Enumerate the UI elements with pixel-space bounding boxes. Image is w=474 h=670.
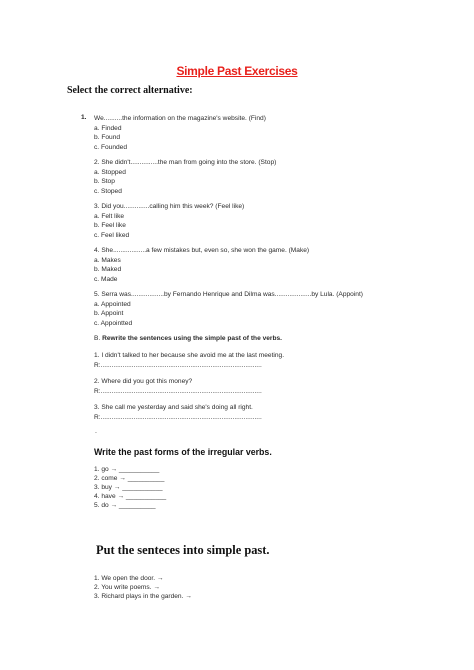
verb-item-have: 4. have → ___________ [94, 493, 167, 500]
question-2-option-b: b. Stop [94, 178, 115, 186]
question-3-option-b: b. Feel like [94, 222, 126, 230]
question-3-text: 3. Did you..............calling him this week? (Feel like) [94, 203, 245, 210]
past-item-2: 2. You write poems. → [94, 584, 160, 591]
question-2-text: 2. She didn't...............the man from going into the store. (Stop) [94, 159, 277, 166]
section-b-instruction [94, 334, 282, 344]
section-b-label: B. [94, 335, 101, 342]
rewrite-item-1-answer: R:........................................................................................ [94, 361, 262, 369]
question-1-option-b: b. Found [94, 134, 121, 142]
rewrite-item-2 [94, 377, 262, 396]
question-3 [94, 202, 244, 240]
rewrite-item-3 [94, 403, 262, 422]
verb-item-do: 5. do → __________ [94, 502, 156, 509]
question-4-option-a: a. Makes [94, 256, 121, 264]
past-list [94, 574, 192, 601]
select-heading: Select the correct alternative: [67, 85, 193, 96]
past-item-3: 3. Richard plays in the garden. → [94, 593, 192, 600]
question-2-option-a: a. Stopped [94, 168, 126, 176]
question-5 [94, 290, 363, 328]
question-5-option-c: c. Appointted [94, 319, 133, 327]
question-2-option-c: c. Stoped [94, 187, 122, 195]
question-1-option-a: a. Finded [94, 124, 122, 132]
question-5-text: 5. Serra was..................by Fernando Henrique and Dilma was....................by Lula. (Appoint) [94, 291, 363, 298]
question-4-option-b: b. Maked [94, 266, 122, 274]
question-1-number: 1. [81, 114, 87, 121]
rewrite-item-1-text: 1. I didn't talked to her because she avoid me at the last meeting. [94, 352, 285, 359]
section-b-text: Rewrite the sentences using the simple past of the verbs. [102, 335, 282, 342]
question-4-option-c: c. Made [94, 275, 118, 283]
rewrite-item-3-answer: R:........................................................................................ [94, 413, 262, 421]
question-4 [94, 246, 309, 284]
rewrite-item-1 [94, 351, 284, 370]
verb-item-come: 2. come → __________ [94, 475, 165, 482]
question-4-text: 4. She..................a few mistakes but, even so, she won the game. (Make) [94, 247, 310, 254]
rewrite-item-2-answer: R:........................................................................................ [94, 387, 262, 395]
verb-item-go: 1. go → ___________ [94, 466, 160, 473]
question-1-option-c: c. Founded [94, 143, 127, 151]
question-5-option-a: a. Appointed [94, 300, 131, 308]
question-2 [94, 158, 276, 196]
past-item-1: 1. We open the door. → [94, 575, 164, 582]
trailing-dot: . [95, 428, 97, 435]
question-1 [94, 114, 266, 152]
question-1-text: We..........the information on the magazine's website. (Find) [94, 115, 266, 122]
page-title: Simple Past Exercises [176, 64, 298, 78]
verbs-heading: Write the past forms of the irregular verbs. [94, 447, 272, 457]
past-heading: Put the senteces into simple past. [96, 543, 270, 557]
question-5-option-b: b. Appoint [94, 310, 124, 318]
rewrite-item-3-text: 3. She call me yesterday and said she's doing all right. [94, 404, 253, 411]
question-3-option-a: a. Felt like [94, 212, 125, 220]
question-3-option-c: c. Feel liked [94, 231, 130, 239]
verbs-list [94, 465, 166, 510]
rewrite-item-2-text: 2. Where did you got this money? [94, 378, 193, 385]
verb-item-buy: 3. buy → ___________ [94, 484, 163, 491]
